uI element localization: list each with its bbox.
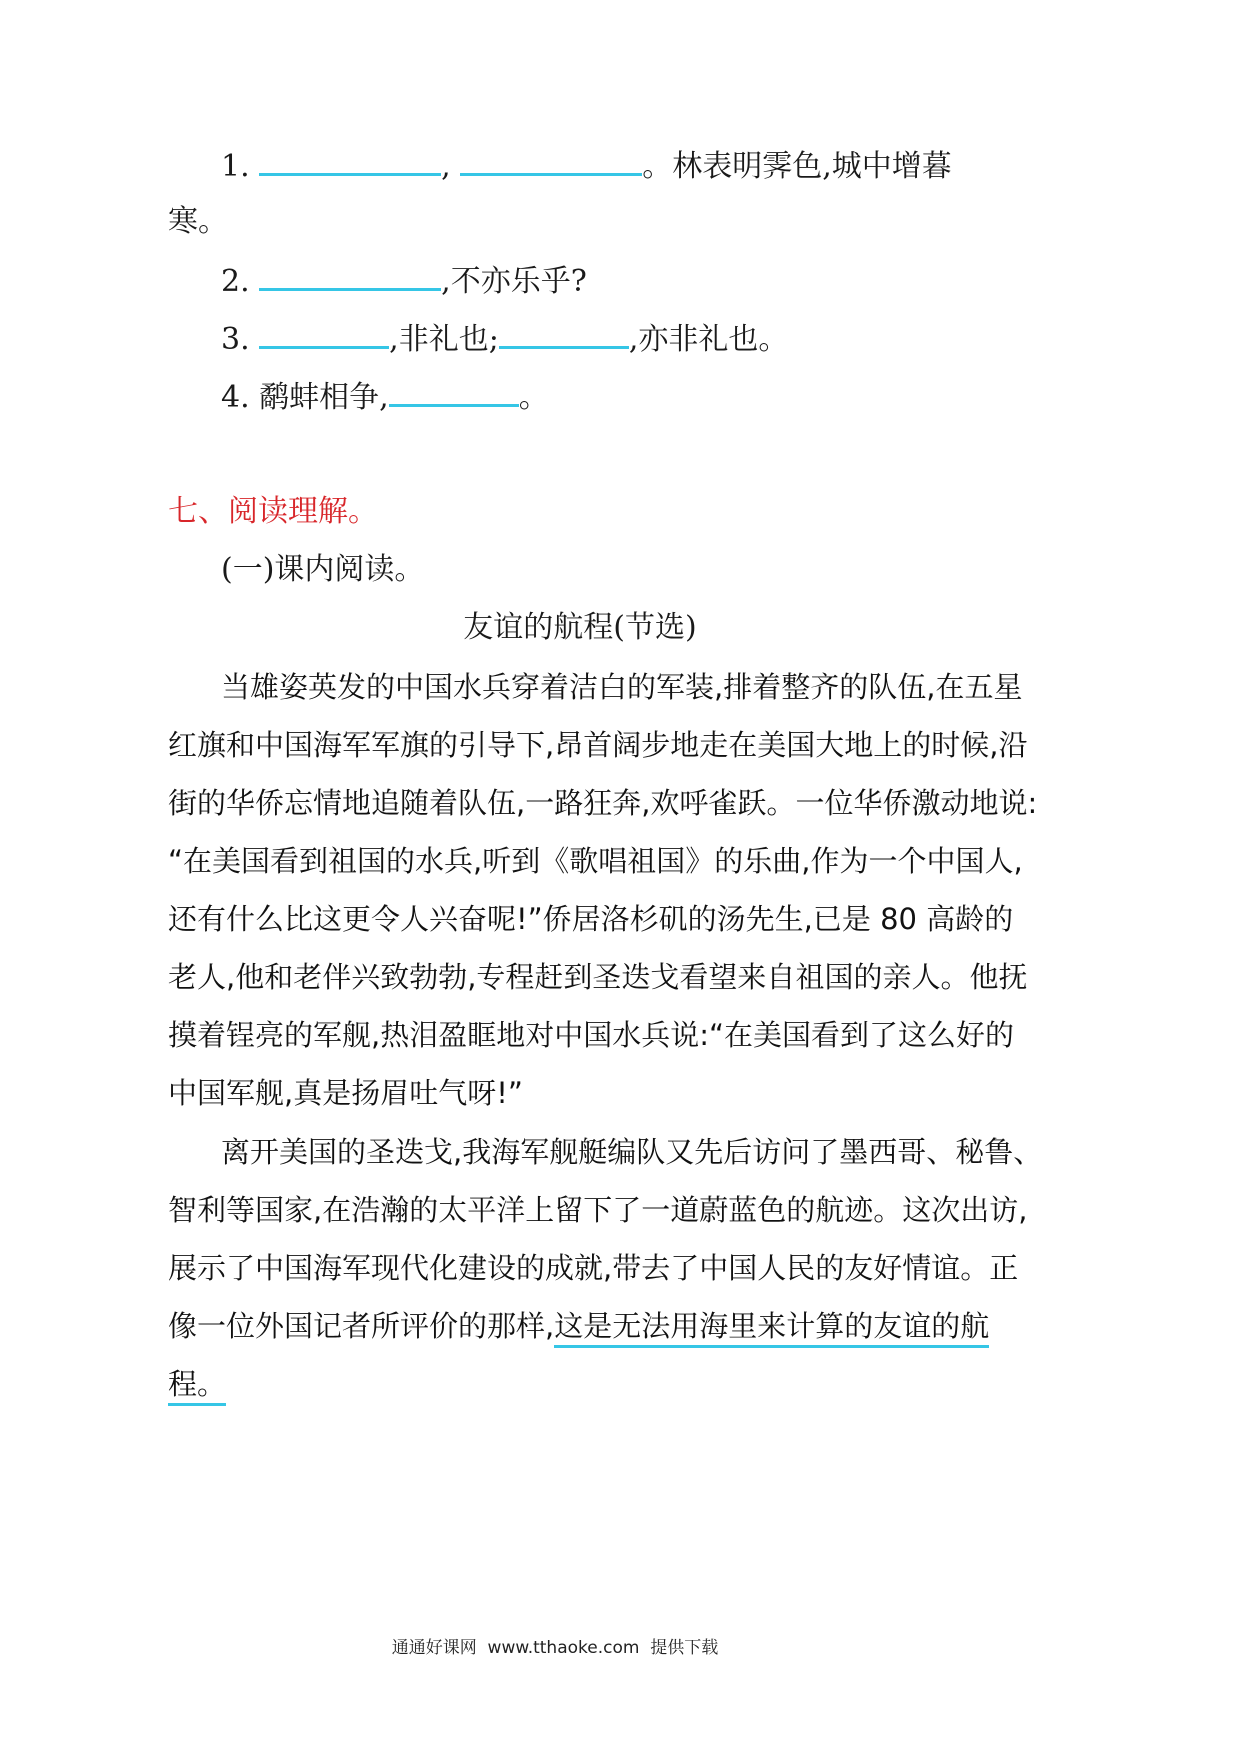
- passage-line-12-plain: 像一位外国记者所评价的那样,: [168, 1309, 555, 1343]
- question-4-number: 4.: [221, 380, 250, 415]
- question-4-text: 。: [518, 380, 549, 415]
- question-3-text: ,亦非礼也。: [628, 322, 789, 357]
- passage-line-5: 还有什么比这更令人兴奋呢!”侨居洛杉矶的汤先生,已是 80 高龄的: [168, 902, 1014, 936]
- question-1-number: 1.: [221, 149, 250, 184]
- passage-line-13: [168, 1364, 226, 1404]
- question-1-comma: ,: [441, 149, 451, 184]
- passage-line-12: [168, 1306, 989, 1346]
- blank-2[interactable]: [259, 260, 441, 291]
- underlined-sentence-part-2: 程。: [168, 1367, 226, 1406]
- passage-line-9: 离开美国的圣迭戈,我海军舰艇编队又先后访问了墨西哥、秘鲁、: [221, 1135, 1043, 1169]
- blank-3b[interactable]: [499, 318, 629, 349]
- passage-line-4: “在美国看到祖国的水兵,听到《歌唱祖国》的乐曲,作为一个中国人,: [168, 844, 1023, 878]
- passage-line-3: 街的华侨忘情地追随着队伍,一路狂奔,欢呼雀跃。一位华侨激动地说:: [168, 786, 1038, 820]
- question-3-number: 3.: [221, 322, 250, 357]
- question-1-text: 。林表明霁色,城中增暮: [642, 149, 952, 184]
- question-2: [221, 260, 587, 302]
- blank-1a[interactable]: [259, 145, 441, 176]
- section-7-title: 七、阅读理解。: [168, 494, 378, 529]
- blank-4[interactable]: [389, 376, 519, 407]
- section-7-subtitle: (一)课内阅读。: [221, 552, 425, 587]
- question-1: [221, 145, 952, 187]
- passage-line-2: 红旗和中国海军军旗的引导下,昂首阔步地走在美国大地上的时候,沿: [168, 728, 1028, 762]
- passage-line-7: 摸着锃亮的军舰,热泪盈眶地对中国水兵说:“在美国看到了这么好的: [168, 1018, 1015, 1052]
- passage-line-6: 老人,他和老伴兴致勃勃,专程赶到圣迭戈看望来自祖国的亲人。他抚: [168, 960, 1028, 994]
- question-4-start: 鹬蚌相争,: [259, 380, 389, 415]
- passage-title: 友谊的航程(节选): [463, 610, 697, 645]
- question-1-continuation: 寒。: [168, 204, 228, 239]
- blank-1b[interactable]: [460, 145, 642, 176]
- passage-line-1: 当雄姿英发的中国水兵穿着洁白的军装,排着整齐的队伍,在五星: [221, 670, 1023, 704]
- passage-line-11: 展示了中国海军现代化建设的成就,带去了中国人民的友好情谊。正: [168, 1251, 1019, 1285]
- footer-source: 通通好课网 www.tthaoke.com 提供下载: [391, 1638, 719, 1658]
- question-3: [221, 318, 788, 360]
- passage-line-10: 智利等国家,在浩瀚的太平洋上留下了一道蔚蓝色的航迹。这次出访,: [168, 1193, 1028, 1227]
- question-2-text: ,不亦乐乎?: [441, 264, 587, 299]
- question-2-number: 2.: [221, 264, 250, 299]
- underlined-sentence-part-1: 这是无法用海里来计算的友谊的航: [554, 1309, 989, 1348]
- question-4: [221, 376, 549, 418]
- blank-3a[interactable]: [259, 318, 389, 349]
- question-3-mid: ,非礼也;: [389, 322, 499, 357]
- passage-line-8: 中国军舰,真是扬眉吐气呀!”: [168, 1076, 523, 1110]
